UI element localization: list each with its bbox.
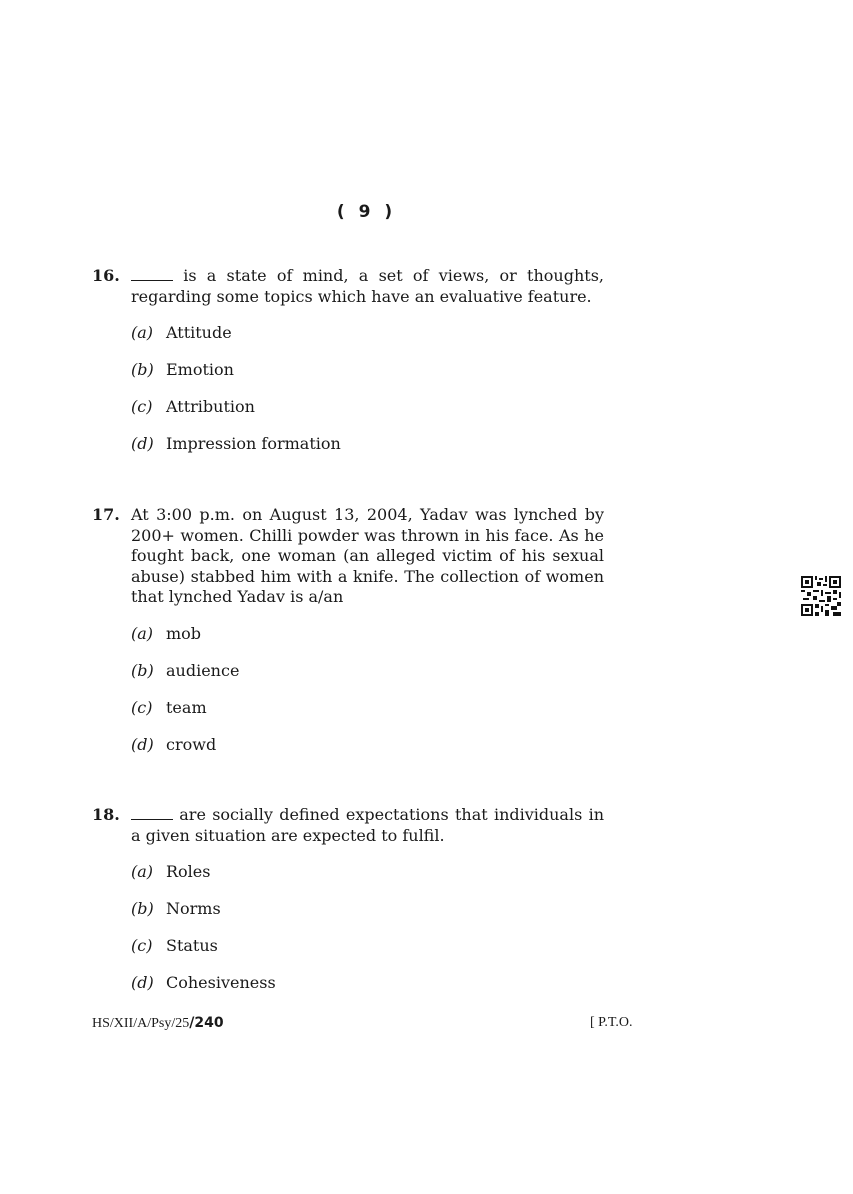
option-text: team [166, 697, 207, 717]
question-17 [92, 505, 604, 771]
question-number: 17. [92, 505, 120, 524]
option-a [131, 861, 604, 898]
option-d [131, 972, 604, 1009]
option-d [131, 734, 604, 771]
option-text: audience [166, 660, 240, 680]
option-a [131, 623, 604, 660]
options-list [131, 861, 604, 1009]
option-text: Cohesiveness [166, 973, 276, 992]
option-text: Norms [166, 899, 221, 918]
option-b [131, 898, 604, 935]
option-label: (d) [131, 734, 154, 754]
option-label: (d) [131, 973, 154, 992]
option-b [131, 359, 604, 396]
question-number: 16. [92, 266, 120, 285]
option-label: (a) [131, 623, 154, 643]
option-d [131, 433, 604, 470]
paper-code [92, 1015, 224, 1032]
options-list [131, 623, 604, 771]
option-label: (b) [131, 360, 154, 379]
option-b [131, 660, 604, 697]
option-label: (a) [131, 323, 154, 342]
option-c [131, 935, 604, 972]
options-list [131, 322, 604, 470]
option-text: Attitude [166, 323, 232, 342]
option-c [131, 697, 604, 734]
option-label: (c) [131, 397, 153, 416]
option-text: Attribution [166, 397, 255, 416]
answer-blank [131, 268, 173, 281]
qr-code-icon [801, 576, 841, 616]
paper-code-prefix: HS/XII/A/Psy/25 [92, 1016, 190, 1031]
option-c [131, 396, 604, 433]
question-text [131, 805, 604, 846]
question-16 [92, 266, 604, 470]
option-text: crowd [166, 734, 217, 754]
option-label: (d) [131, 434, 154, 453]
option-text: mob [166, 623, 202, 643]
option-a [131, 322, 604, 359]
paper-code-suffix: /240 [189, 1015, 224, 1031]
option-text: Roles [166, 862, 211, 881]
page-number: ( 9 ) [336, 202, 397, 222]
option-label: (b) [131, 660, 154, 680]
question-18 [92, 805, 604, 1009]
option-label: (a) [131, 862, 154, 881]
question-text-body: are socially defined expectations that individuals in a given situation are expected to fulfil. [131, 805, 604, 845]
question-number: 18. [92, 805, 120, 824]
option-text: Status [166, 936, 218, 955]
pto-label: [ P.T.O. [590, 1015, 633, 1030]
answer-blank [131, 807, 173, 820]
question-text [131, 266, 604, 307]
option-text: Emotion [166, 360, 234, 379]
option-label: (b) [131, 899, 154, 918]
option-text: Impression formation [166, 434, 341, 453]
option-label: (c) [131, 697, 153, 717]
question-text: At 3:00 p.m. on August 13, 2004, Yadav was lynched by 200+ women. Chilli powder was thrown in his face. As he fought back, one woman (an alleged victim of his sexual abuse) stabbed him with a knife. The collection of women that lynched Yadav is a/an [131, 505, 604, 606]
option-label: (c) [131, 936, 153, 955]
question-text-body: is a state of mind, a set of views, or thoughts, regarding some topics which have an evaluative feature. [131, 266, 604, 306]
